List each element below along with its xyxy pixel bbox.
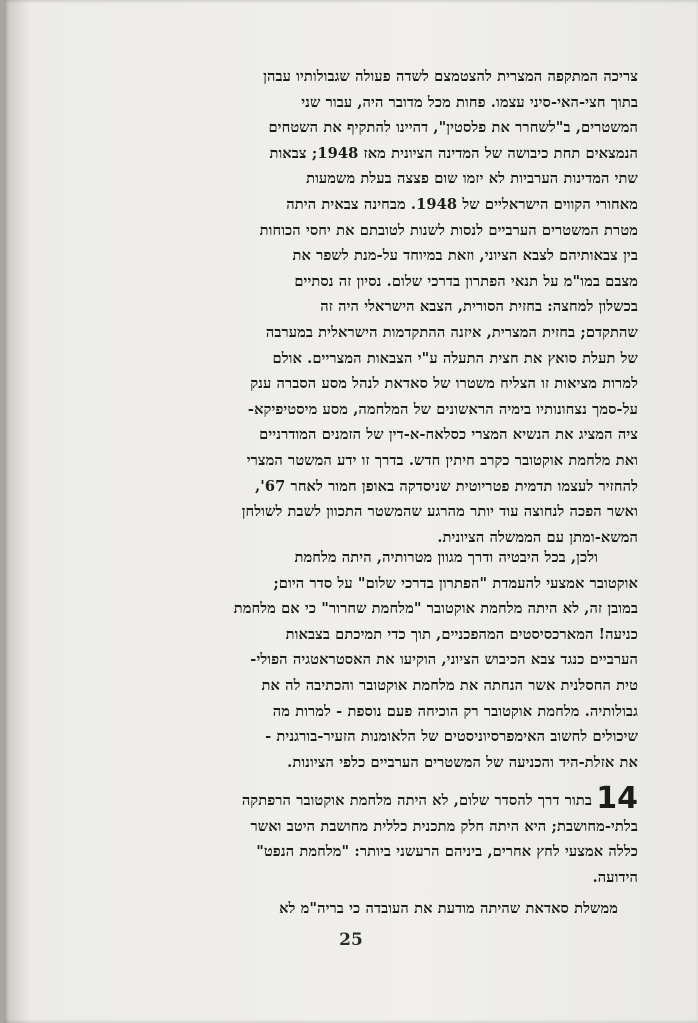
text-line: כניעה! המארכסיסטים המהפכניים, תוך כדי תמיכתם בצבאות	[285, 625, 638, 643]
text-line: גבולותיה. מלחמת אוקטובר רק הוכיחה פעם נוספת - למרות מה	[272, 702, 638, 720]
text-line: ואת מלחמת אוקטובר כקרב חיתין חדש. בדרך זו ידע המשטר המצרי	[246, 451, 638, 469]
text-line: צריכה המתקפה המצרית להצטמצם לשדה פעולה שגבולותיו עבהן	[263, 68, 638, 85]
text-line: ממשלת סאדאת שהיתה מודעת את העובדה כי בריה"מ לא	[279, 900, 618, 917]
text-line: למרות מציאות זו הצליח משטרו של סאדאת לנהל מסע הסברה ענק	[250, 375, 638, 393]
text-line: ולכן, בכל היבטיה ודרך מגוון מטרותיה, היתה מלחמת	[294, 549, 598, 566]
text-line: טית החסלנית אשר הנחתה את מלחמת אוקטובר והכתיבה לה את	[261, 676, 638, 694]
paragraph-1	[64, 64, 638, 550]
paragraph-2	[64, 545, 638, 775]
text-line: הנמצאים תחת כיבושה של המדינה הציונית מאז 1948; צבאות	[269, 144, 638, 162]
text-line: אוקטובר אמצעי להעמדת "הפתרון בדרכי שלום" על סדר היום;	[273, 574, 638, 592]
text-line: הערביים כנגד צבא הכיבוש הציוני, הוקיעו את האסטראטגיה הפולי-	[250, 651, 638, 669]
text-line: של תעלת סואץ את חצית התעלה ע"י הצבאות המצריים. אולם	[272, 349, 638, 367]
text-line: מאחורי הקווים הישראליים של 1948. מבחינה צבאית היתה	[286, 195, 638, 213]
paragraph-4	[64, 896, 638, 922]
text-line: שהתקדם; בחזית המצרית, איזנה ההתקדמות הישראלית במערבה	[265, 323, 638, 341]
text-line: שיכולים לחשוב האימפרסיוניסטים של הלאומנות הזעיר-בורגנית -	[265, 728, 638, 746]
text-line: את אזלת-היד והכניעה של המשטרים הערביים כלפי הציונות.	[287, 753, 638, 771]
page-number: 25	[339, 930, 363, 950]
text-line: המשטרים, ב"לשחרר את פלסטין", דהיינו להתקיף את השטחים	[268, 119, 638, 137]
text-line: להחזיר לעצמו תדמית פטריוטית שניסדקה באופן חמור לאחר 67',	[255, 477, 638, 495]
text-line: במובן זה, לא היתה מלחמת אוקטובר "מלחמת שחרור" כי אם מלחמת	[233, 600, 638, 618]
text-line: בתור דרך להסדר שלום, לא היתה מלחמת אוקטובר הרפתקה	[241, 792, 592, 809]
section-14	[64, 781, 638, 890]
text-line: ואשר הפכה לנחוצה עוד יותר מהרגע שהמשטר התכוון לשבת לשולחן	[241, 503, 638, 521]
text-line: בין צבאותיהם לצבא הציוני, וזאת במיוחד על-מנת לשפר את	[292, 247, 638, 265]
text-line: כללה אמצעי לחץ אחרים, ביניהם הרעשני ביותר: "מלחמת הנפט"	[256, 843, 638, 861]
text-line: על-סמך נצחונותיו בימיה הראשונים של המלחמה, מסע מיסטיפיקא-	[247, 400, 638, 418]
text-line: ציה המציג את הנשיא המצרי כסלאח-א-דין של הזמנים המודרניים	[259, 426, 638, 444]
section-number: 14	[596, 781, 638, 816]
text-line: מטרת המשטרים הערביים לנסות לשנות לטובתם את יחסי הכוחות	[259, 221, 638, 239]
text-line: שתי המדינות הערביות לא יזמו שום פצצה בעלת משמעות	[306, 170, 638, 188]
book-page	[4, 0, 698, 1023]
text-line: מצבם במו"מ על תנאי הפתרון בדרכי שלום. נסיון זה נסתיים	[294, 272, 638, 290]
text-line: בכשלון למחצה: בחזית הסורית, הצבא הישראלי היה זה	[320, 298, 638, 316]
text-line: הידועה.	[592, 868, 638, 886]
text-line: המשא-ומתן עם הממשלה הציונית.	[437, 528, 638, 546]
text-line: בלתי-מחושבת; היא היתה חלק מתכנית כללית מחושבת היטב ואשר	[250, 817, 638, 835]
text-line: בתוך חצי-האי-סיני עצמו. פחות מכל מדובר היה, עבור שני	[301, 93, 638, 111]
